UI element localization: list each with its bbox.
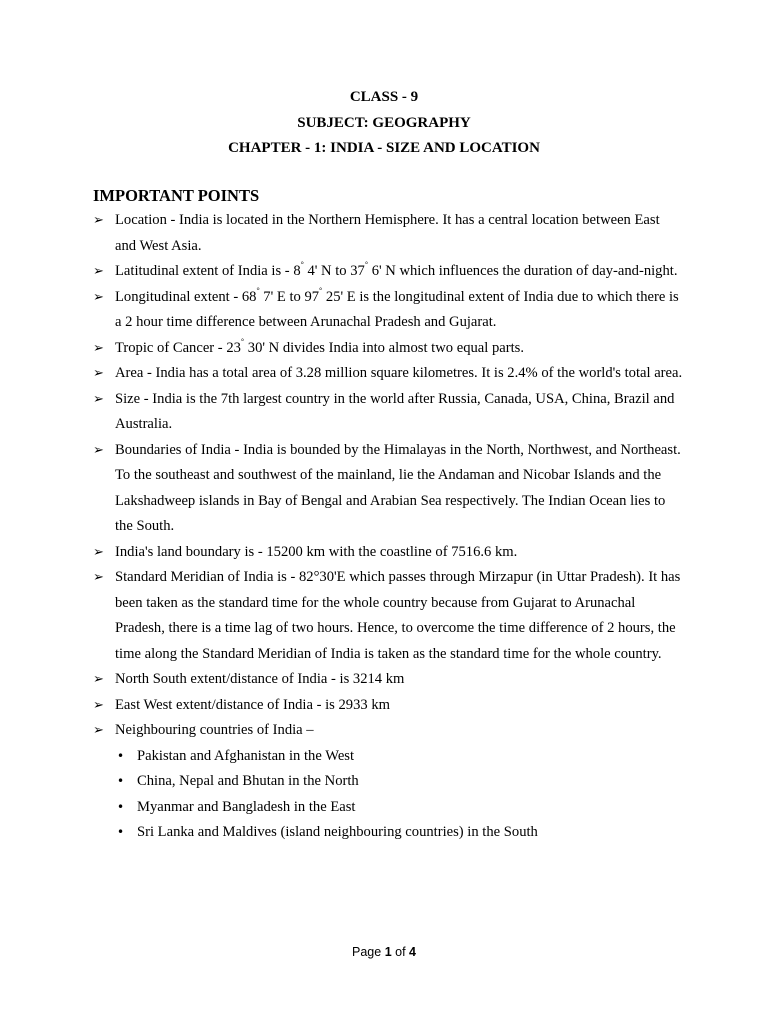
degree-mark: ° (300, 260, 304, 270)
point-text: Area - India has a total area of 3.28 million square kilometres. It is 2.4% of the world's total area. (115, 365, 683, 381)
point-location (93, 208, 683, 259)
class-heading: CLASS - 9 (349, 89, 419, 105)
degree-mark: ° (240, 336, 245, 346)
arrow-bullet-icon: ➢ (93, 264, 104, 279)
important-points-list (93, 208, 683, 846)
arrow-bullet-icon: ➢ (93, 570, 104, 585)
arrow-bullet-icon: ➢ (93, 442, 104, 458)
point-text-part: 4' N to 37 (303, 263, 365, 279)
point-size (93, 387, 683, 438)
arrow-bullet-icon: ➢ (93, 213, 104, 228)
point-longitude (93, 285, 683, 336)
point-text: Size - India is the 7th largest country in the world after Russia, Canada, USA, China, Brazil and Australia. (115, 390, 675, 432)
arrow-bullet-icon: ➢ (93, 697, 104, 713)
point-standard-meridian (93, 565, 683, 667)
of-word: of (391, 945, 410, 959)
neighbour-text: Pakistan and Afghanistan in the West (137, 747, 355, 764)
page-word: Page (352, 945, 385, 959)
point-text-part: Tropic of Cancer - 23 (115, 339, 241, 356)
arrow-bullet-icon: ➢ (93, 340, 104, 356)
arrow-bullet-icon: ➢ (93, 672, 104, 687)
bullet-dot-icon: • (117, 825, 125, 839)
arrow-bullet-icon: ➢ (93, 366, 104, 381)
bullet-dot-icon: • (117, 774, 125, 788)
point-text-part: 6' N which influences the duration of day-and-night. (368, 263, 678, 279)
point-text: Boundaries of India - India is bounded by the Himalayas in the North, Northwest, and Northeast. To the southeast and southwest of the mainland, lie the Andaman and Nicobar Islands and the Lakshadweep islands in Bay of Bengal and Arabian Sea respectively. The Indian Ocean lies to the South. (115, 441, 681, 534)
point-east-west-extent (93, 693, 683, 719)
point-area (93, 361, 683, 387)
arrow-bullet-icon: ➢ (93, 391, 104, 407)
neighbours-list (115, 744, 683, 846)
current-page-number: 1 (384, 945, 392, 959)
neighbour-text: Myanmar and Bangladesh in the East (137, 798, 356, 815)
point-text: Location - India is located in the Northern Hemisphere. It has a central location between East and West Asia. (115, 212, 660, 254)
point-text-part: 7' E to 97 (259, 288, 320, 305)
arrow-bullet-icon: ➢ (93, 723, 104, 738)
chapter-heading: CHAPTER - 1: INDIA - SIZE AND LOCATION (228, 140, 540, 156)
point-text-part: Longitudinal extent - 68 (115, 288, 257, 305)
degree-mark: ° (364, 260, 369, 270)
point-text: East West extent/distance of India - is 2933 km (115, 696, 390, 713)
total-page-count: 4 (409, 945, 416, 959)
point-text-part: Latitudinal extent of India is - 8 (115, 263, 301, 279)
arrow-bullet-icon: ➢ (93, 289, 104, 305)
neighbour-south (115, 820, 683, 846)
document-header (0, 85, 768, 162)
point-neighbouring-countries (93, 718, 683, 846)
point-tropic-of-cancer (93, 336, 683, 362)
arrow-bullet-icon: ➢ (93, 544, 104, 560)
degree-mark: ° (319, 285, 323, 295)
point-text: Standard Meridian of India is - 82°30'E which passes through Mirzapur (in Uttar Pradesh). It has been taken as the standard time for the whole country because from Gujarat to Arunachal Pradesh, there is a time lag of two hours. Hence, to overcome the time difference of 2 hours, the time along the Standard Meridian of India is taken as the standard time for the whole country. (115, 569, 681, 662)
neighbour-east (115, 795, 683, 821)
neighbour-north (115, 769, 683, 795)
bullet-dot-icon: • (117, 748, 125, 763)
neighbour-text: Sri Lanka and Maldives (island neighbouring countries) in the South (137, 824, 538, 840)
point-text-part: 25' E is the longitudinal extent of India due to which there is a 2 hour time difference between Arunachal Pradesh and Gujarat. (115, 288, 679, 330)
neighbour-west (115, 744, 683, 770)
point-latitude (93, 259, 683, 285)
bullet-dot-icon: • (117, 799, 125, 814)
point-text-part: 30' N divides India into almost two equal parts. (244, 339, 524, 356)
neighbour-text: China, Nepal and Bhutan in the North (137, 773, 359, 789)
subject-heading: SUBJECT: GEOGRAPHY (297, 114, 471, 131)
point-text: Neighbouring countries of India – (115, 722, 314, 738)
page-footer (0, 945, 768, 959)
degree-mark: ° (256, 285, 260, 295)
point-text: North South extent/distance of India - is 3214 km (115, 671, 405, 687)
point-land-boundary (93, 540, 683, 566)
point-text: India's land boundary is - 15200 km with the coastline of 7516.6 km. (115, 543, 518, 560)
point-north-south-extent (93, 667, 683, 693)
section-title: IMPORTANT POINTS (93, 186, 260, 205)
point-boundaries (93, 438, 683, 540)
